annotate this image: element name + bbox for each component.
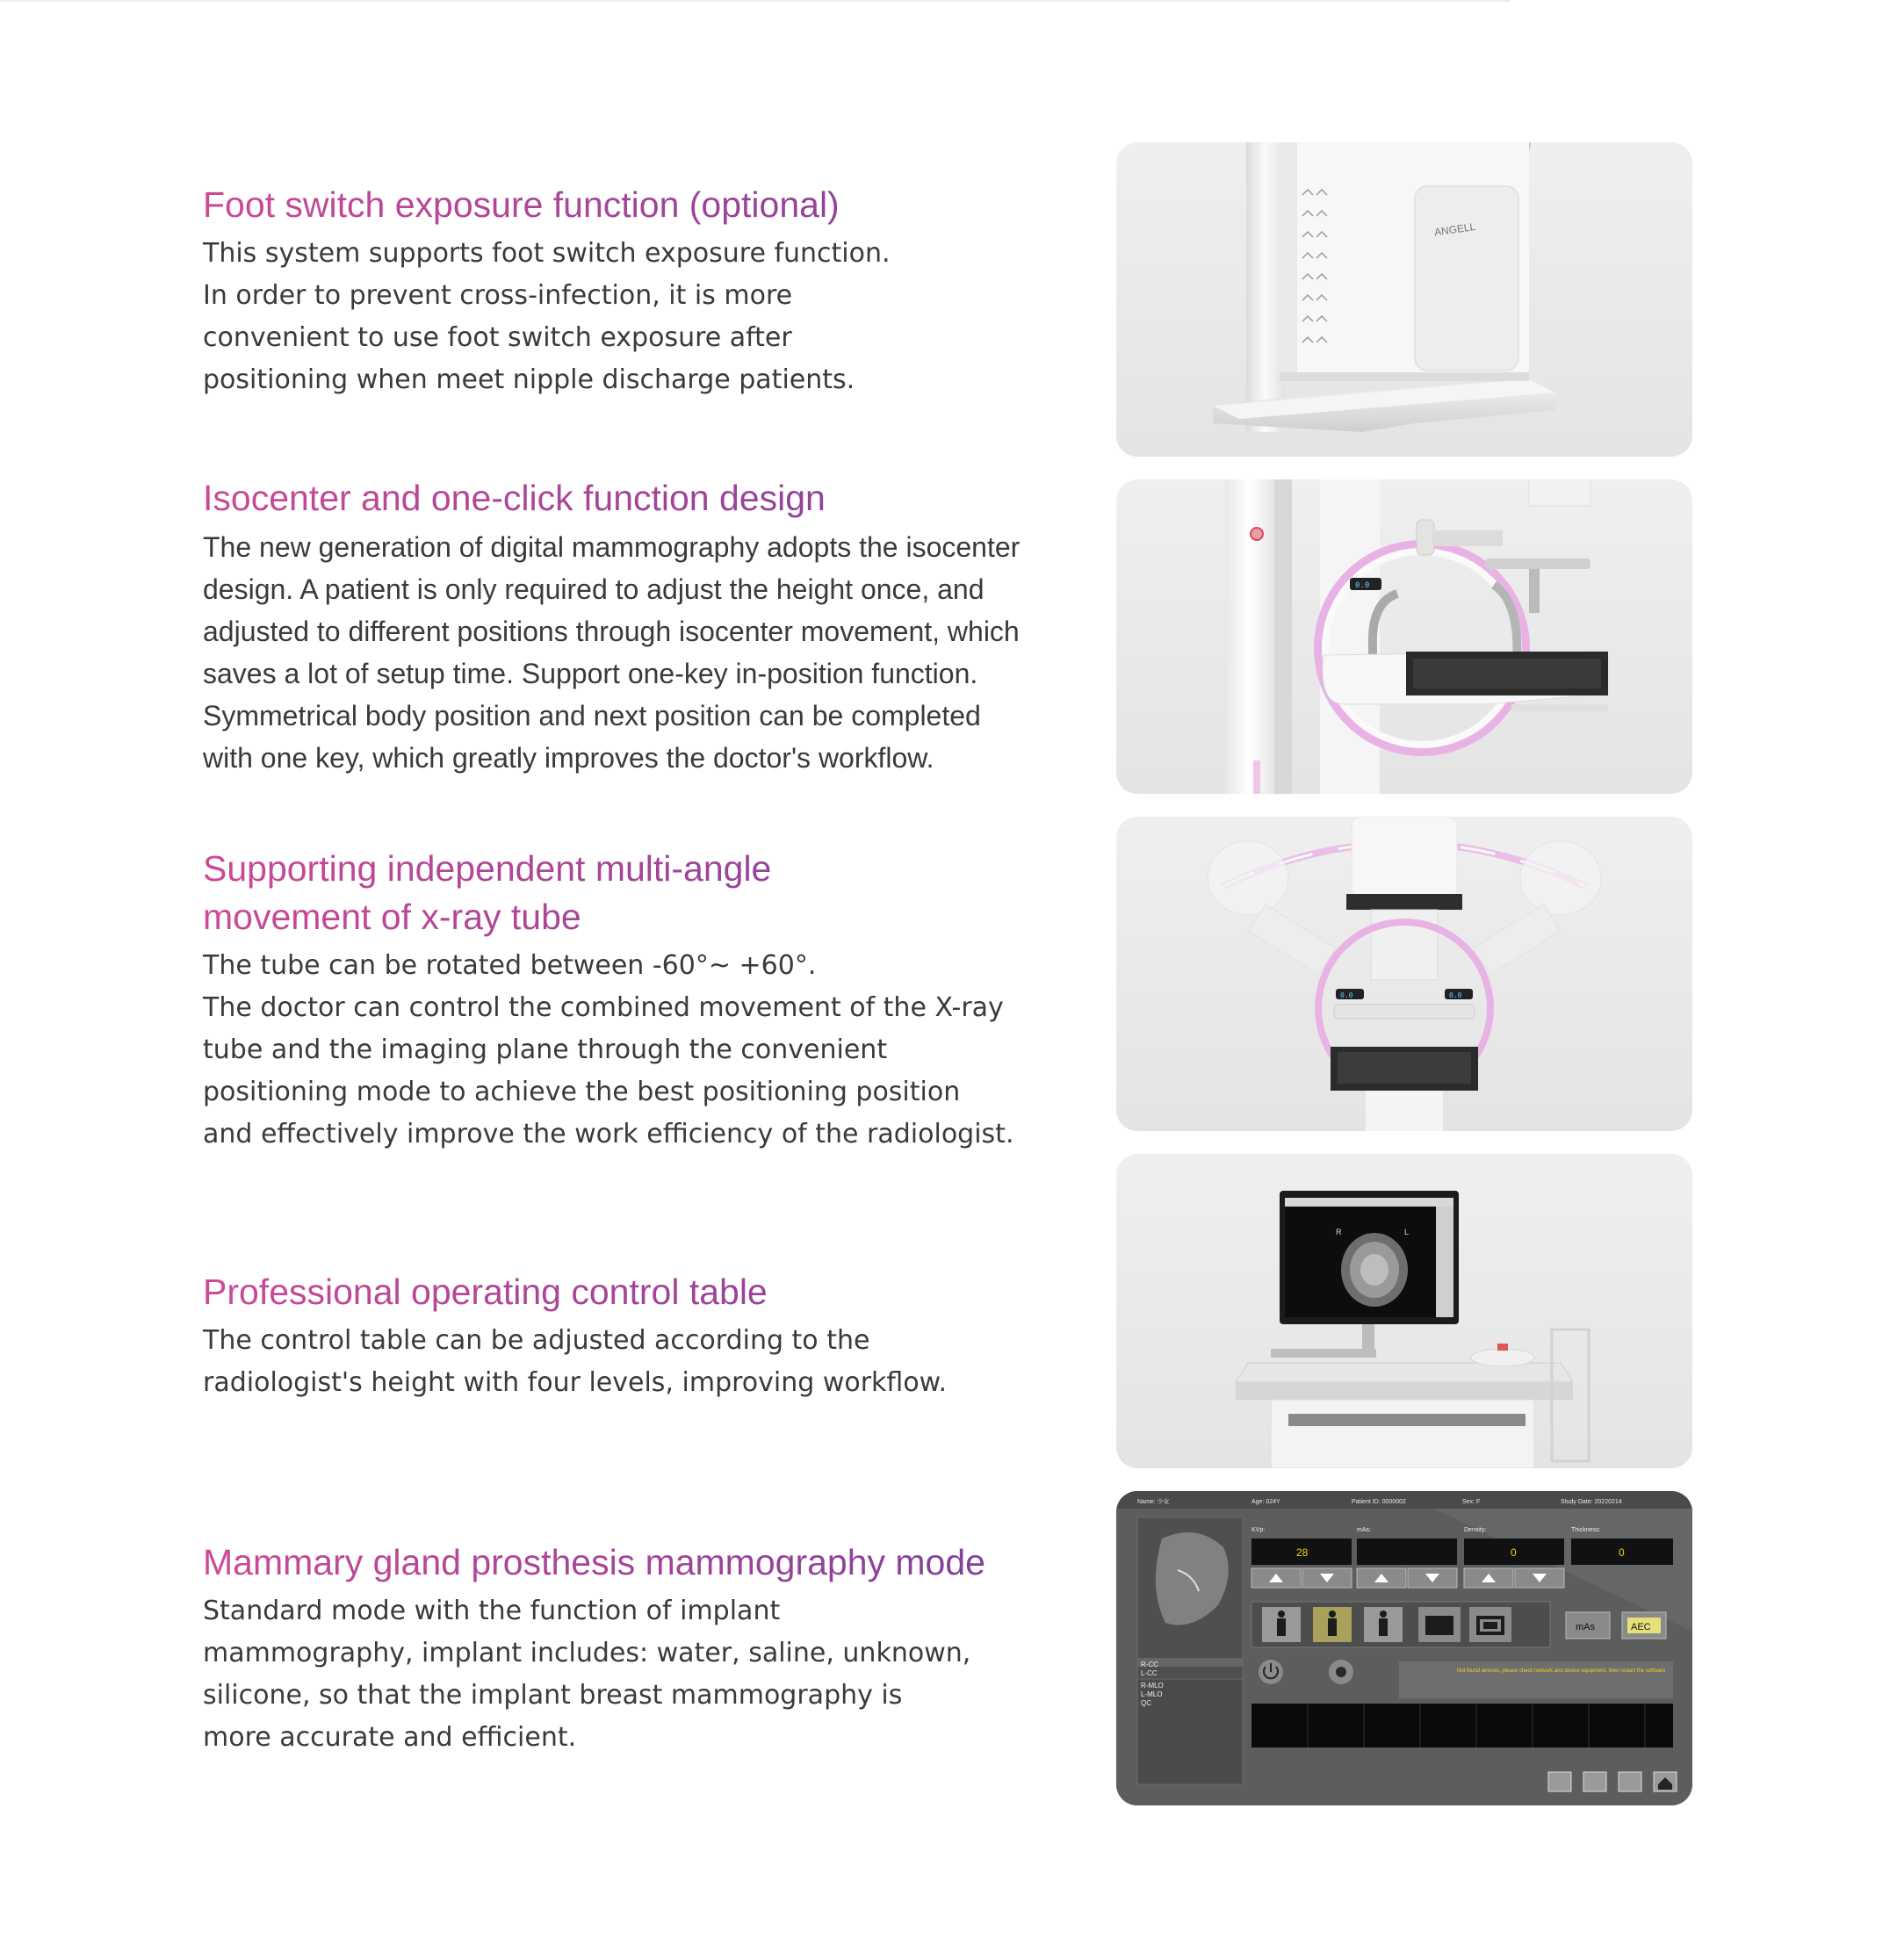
display-readout: 0.0 xyxy=(1449,991,1462,999)
brand-logo-text: ANGELL xyxy=(1433,220,1477,239)
acquisition-software-screenshot xyxy=(1116,1491,1692,1805)
feature-description xyxy=(203,526,1081,779)
density-value: 0 xyxy=(1511,1546,1517,1559)
foot-switch-product-image xyxy=(1116,142,1692,457)
description-line: Standard mode with the function of implant xyxy=(203,1596,781,1626)
patient-name: Name: 少女 xyxy=(1137,1499,1170,1505)
description-line: radiologist's height with four levels, improving workflow. xyxy=(203,1367,947,1398)
description-line: design. A patient is only required to adjust the height once, and xyxy=(203,573,985,605)
description-line: The doctor can control the combined movement of the X-ray xyxy=(203,992,1004,1023)
feature-title: Foot switch exposure function (optional) xyxy=(203,181,1081,229)
feature-description xyxy=(203,1590,1081,1759)
density-label: Density: xyxy=(1464,1527,1487,1533)
feature-title-line: Supporting independent multi-angle xyxy=(203,845,1081,893)
description-line: The new generation of digital mammography adopts the isocenter xyxy=(203,531,1021,563)
description-line: In order to prevent cross-infection, it is more xyxy=(203,280,793,311)
monitor-label: R xyxy=(1336,1228,1342,1236)
software-ui-illustration xyxy=(1116,1491,1692,1805)
view-item: R-CC xyxy=(1141,1661,1158,1668)
feature-description xyxy=(203,1320,1081,1404)
view-item: R-MLO xyxy=(1141,1682,1164,1690)
description-line: This system supports foot switch exposure function. xyxy=(203,238,891,269)
kvp-label: KVp: xyxy=(1251,1527,1266,1533)
isocenter-product-image xyxy=(1116,479,1692,794)
monitor-label: L xyxy=(1404,1228,1410,1236)
description-line: positioning mode to achieve the best positioning position xyxy=(203,1077,961,1107)
description-line: mammography, implant includes: water, saline, unknown, xyxy=(203,1638,971,1668)
multi-angle-tube-illustration xyxy=(1116,817,1692,1131)
display-readout: 0.0 xyxy=(1355,581,1370,590)
thickness-value: 0 xyxy=(1619,1546,1625,1559)
feature-multi-angle xyxy=(203,845,1081,1156)
description-line: convenient to use foot switch exposure after xyxy=(203,322,792,353)
description-line: more accurate and efficient. xyxy=(203,1722,577,1753)
description-line: The tube can be rotated between -60°~ +60°. xyxy=(203,950,817,981)
patient-id: Patient ID: 0000002 xyxy=(1352,1499,1406,1505)
view-item: L-MLO xyxy=(1141,1690,1163,1698)
top-divider xyxy=(0,0,1511,2)
feature-description xyxy=(203,233,1081,401)
view-item: QC xyxy=(1141,1699,1151,1707)
description-line: saves a lot of setup time. Support one-key in-position function. xyxy=(203,658,978,689)
description-line: silicone, so that the implant breast mammography is xyxy=(203,1680,903,1711)
feature-isocenter xyxy=(203,474,1081,779)
description-line: The control table can be adjusted according to the xyxy=(203,1325,870,1356)
mas-label: mAs: xyxy=(1357,1527,1371,1533)
feature-title: Mammary gland prosthesis mammography mode xyxy=(203,1538,1081,1587)
study-date: Study Date: 20220214 xyxy=(1561,1499,1622,1505)
control-table-product-image xyxy=(1116,1154,1692,1468)
device-warning-message: Not found devices, please check network and device equipment, then restart the software xyxy=(1457,1668,1666,1674)
feature-foot-switch xyxy=(203,181,1081,401)
feature-prosthesis-mode xyxy=(203,1538,1081,1759)
display-readout: 0.0 xyxy=(1340,991,1353,999)
thickness-label: Thickness: xyxy=(1571,1527,1601,1533)
patient-sex: Sex: F xyxy=(1462,1499,1481,1505)
description-line: and effectively improve the work efficiency of the radiologist. xyxy=(203,1119,1014,1149)
feature-control-table xyxy=(203,1268,1081,1404)
isocenter-gantry-illustration xyxy=(1116,479,1692,794)
description-line: tube and the imaging plane through the convenient xyxy=(203,1034,888,1065)
description-line: adjusted to different positions through isocenter movement, which xyxy=(203,616,1020,647)
feature-title: Professional operating control table xyxy=(203,1268,1081,1316)
description-line: Symmetrical body position and next position can be completed xyxy=(203,700,981,731)
description-line: positioning when meet nipple discharge patients. xyxy=(203,364,855,395)
patient-age: Age: 024Y xyxy=(1251,1499,1280,1505)
mas-mode-button: mAs xyxy=(1576,1622,1595,1632)
description-line: with one key, which greatly improves the doctor's workflow. xyxy=(203,742,934,774)
mammography-base-illustration xyxy=(1116,142,1692,457)
feature-title: Isocenter and one-click function design xyxy=(203,474,1081,522)
multi-angle-product-image xyxy=(1116,817,1692,1131)
aec-mode-button: AEC xyxy=(1631,1622,1651,1632)
kvp-value: 28 xyxy=(1296,1546,1309,1559)
feature-description xyxy=(203,945,1081,1156)
view-item: L-CC xyxy=(1141,1669,1158,1677)
control-table-illustration xyxy=(1116,1154,1692,1468)
feature-title-line: movement of x-ray tube xyxy=(203,893,1081,941)
